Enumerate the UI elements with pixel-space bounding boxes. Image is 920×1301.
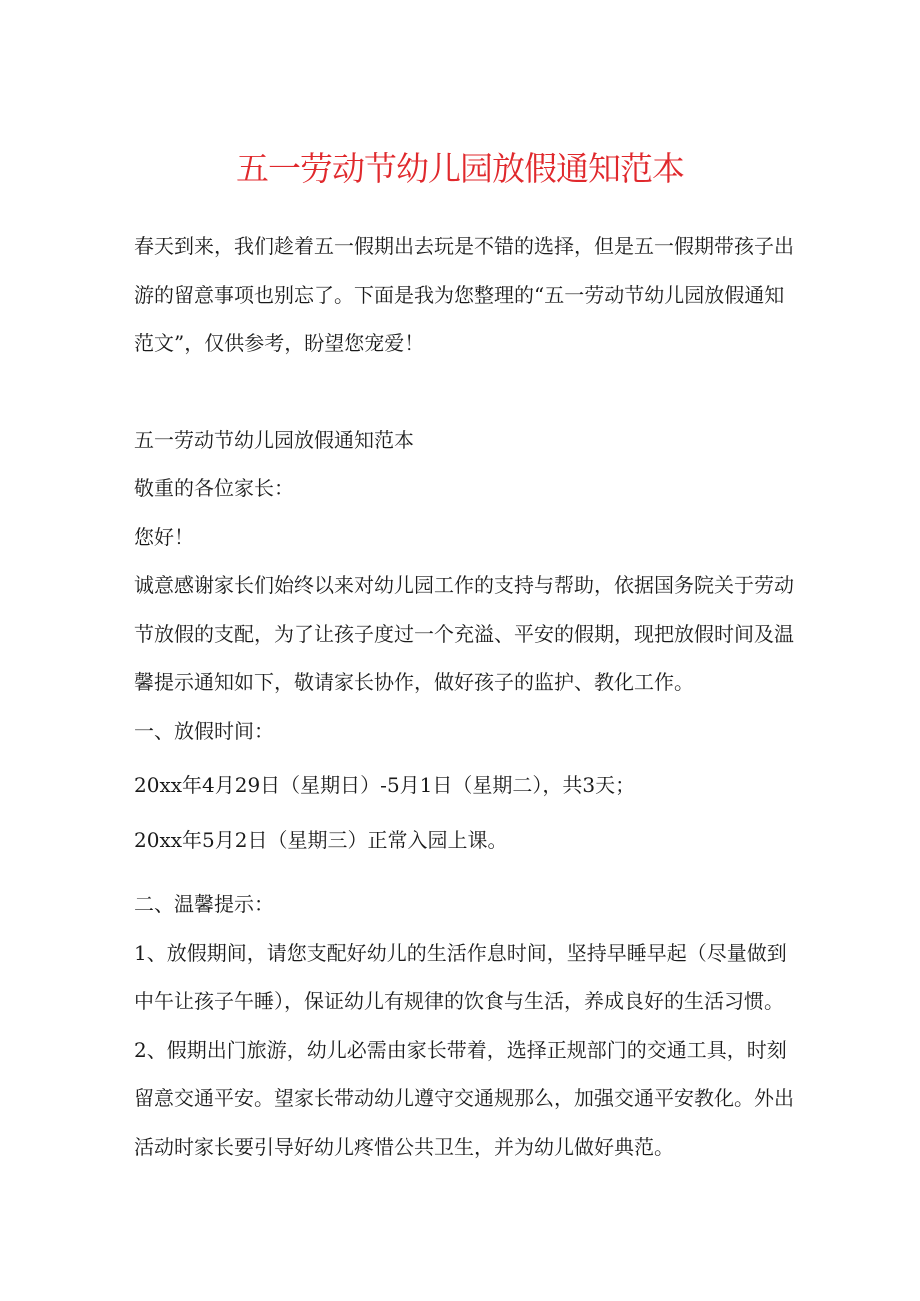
notice-subtitle: 五一劳动节幼儿园放假通知范本 <box>134 427 414 452</box>
tip-item-2: 2、假期出门旅游，幼儿必需由家长带着，选择正规部门的交通工具，时刻留意交通平安。望家长带动幼儿遵守交通规那么，加强交通平安教化。外出活动时家长要引导好幼儿疼惜公共卫生，并为幼儿做好典范。 <box>134 1037 794 1159</box>
salutation: 敬重的各位家长： <box>134 476 294 500</box>
document-body <box>134 222 794 1171</box>
section-heading-holiday-time: 一、放假时间： <box>134 718 274 743</box>
section-heading-tips: 二、温馨提示： <box>134 892 274 916</box>
spacer <box>134 864 794 874</box>
holiday-date-line: 20xx年4月29日（星期日）-5月1日（星期二），共3天； <box>134 773 636 797</box>
return-date-line: 20xx年5月2日（星期三）正常入园上课。 <box>134 827 508 852</box>
document-title: 五一劳动节幼儿园放假通知范本 <box>236 149 684 188</box>
spacer <box>134 368 794 416</box>
intro-paragraph: 春天到来，我们趁着五一假期出去玩是不错的选择，但是五一假期带孩子出游的留意事项也别忘了。下面是我为您整理的“五一劳动节幼儿园放假通知范文”，仅供参考，盼望您宠爱！ <box>134 234 794 355</box>
notice-paragraph: 诚意感谢家长们始终以来对幼儿园工作的支持与帮助，依据国务院关于劳动节放假的支配，为了让孩子度过一个充溢、平安的假期，现把放假时间及温馨提示通知如下，敬请家长协作，做好孩子的监护、教化工作。 <box>134 573 794 694</box>
greeting: 您好！ <box>134 524 194 549</box>
tip-item-1: 1、放假期间，请您支配好幼儿的生活作息时间，坚持早睡早起（尽量做到中午让孩子午睡），保证幼儿有规律的饮食与生活，养成良好的生活习惯。 <box>134 940 787 1013</box>
